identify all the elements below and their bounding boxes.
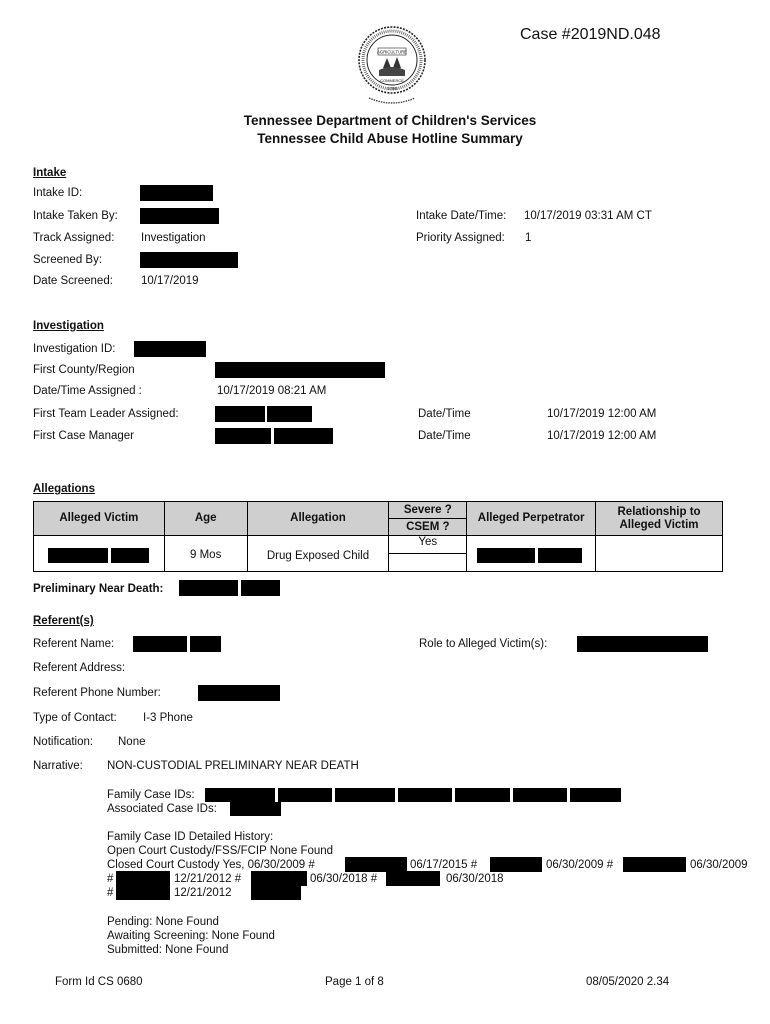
- awaiting-screening-status: Awaiting Screening: None Found: [107, 930, 275, 942]
- header-severe: Severe ?: [389, 502, 467, 519]
- cell-alleged-victim: [34, 536, 165, 572]
- redaction-family-case-id-5: [455, 788, 510, 802]
- redaction-closed-case-8: [251, 885, 301, 900]
- type-of-contact-label: Type of Contact:: [33, 712, 117, 724]
- redaction-referent-last: [190, 636, 221, 652]
- datetime-assigned-value: 10/17/2019 08:21 AM: [217, 385, 327, 397]
- redaction-referent-first: [133, 636, 187, 652]
- cell-severe: Yes: [389, 536, 467, 554]
- footer-date: 08/05/2020 2.34: [586, 976, 670, 988]
- header-alleged-victim: Alleged Victim: [34, 502, 165, 536]
- team-leader-datetime-label: Date/Time: [418, 408, 471, 420]
- screened-by-label: Screened By:: [33, 254, 103, 266]
- cell-relationship: [596, 536, 723, 572]
- cell-csem: [389, 554, 467, 572]
- investigation-heading: Investigation: [33, 320, 104, 332]
- redaction-associated-case-id: [230, 802, 281, 816]
- redaction-case-manager-first: [215, 428, 271, 444]
- redaction-closed-case-1: [345, 857, 407, 872]
- intake-id-label: Intake ID:: [33, 187, 83, 199]
- cell-alleged-perpetrator: [467, 536, 596, 572]
- investigation-id-label: Investigation ID:: [33, 343, 116, 355]
- notification-label: Notification:: [33, 736, 94, 748]
- redaction-victim-last: [111, 548, 149, 563]
- allegations-table: [33, 501, 723, 572]
- redaction-closed-case-7: [116, 885, 170, 900]
- header-alleged-perpetrator: Alleged Perpetrator: [467, 502, 596, 536]
- redaction-first-county: [215, 362, 385, 378]
- type-of-contact-value: I-3 Phone: [143, 712, 193, 724]
- priority-assigned-value: 1: [525, 232, 532, 244]
- closed-line2-hash: #: [107, 873, 114, 885]
- role-to-victim-label: Role to Alleged Victim(s):: [419, 638, 548, 650]
- redaction-investigation-id: [134, 341, 206, 357]
- redaction-perpetrator-first: [477, 548, 535, 563]
- open-court-custody: Open Court Custody/FSS/FCIP None Found: [107, 845, 334, 857]
- near-death-label: Preliminary Near Death:: [33, 583, 164, 595]
- header-relationship: Relationship to Alleged Victim: [596, 502, 723, 536]
- redaction-family-case-id-4: [398, 788, 452, 802]
- redaction-intake-id: [140, 185, 213, 201]
- submitted-status: Submitted: None Found: [107, 944, 229, 956]
- referent-address-label: Referent Address:: [33, 662, 126, 674]
- header-allegation: Allegation: [247, 502, 389, 536]
- redaction-family-case-id-7: [570, 788, 621, 802]
- case-manager-label: First Case Manager: [33, 430, 134, 442]
- referent-name-label: Referent Name:: [33, 638, 115, 650]
- team-leader-datetime-value: 10/17/2019 12:00 AM: [547, 408, 657, 420]
- tennessee-state-seal: [357, 24, 427, 110]
- redaction-perpetrator-last: [538, 548, 582, 563]
- notification-value: None: [118, 736, 146, 748]
- redaction-near-death-2: [241, 580, 280, 596]
- redaction-intake-taken-by: [140, 208, 219, 224]
- redaction-screened-by: [140, 252, 238, 268]
- title-line-2: Tennessee Child Abuse Hotline Summary: [257, 131, 523, 146]
- footer-page-number: Page 1 of 8: [325, 976, 384, 988]
- seal-year-text: 1796: [387, 86, 397, 91]
- header-age: Age: [164, 502, 247, 536]
- redaction-family-case-id-6: [513, 788, 567, 802]
- redaction-family-case-id-3: [335, 788, 395, 802]
- cell-allegation: Drug Exposed Child: [247, 536, 389, 572]
- associated-case-ids-label: Associated Case IDs:: [107, 803, 217, 815]
- redaction-referent-phone: [198, 685, 280, 701]
- redaction-closed-case-6: [386, 871, 440, 886]
- redaction-family-case-id-1: [205, 788, 275, 802]
- redaction-closed-case-2: [490, 857, 542, 872]
- priority-assigned-label: Priority Assigned:: [416, 232, 505, 244]
- intake-taken-by-label: Intake Taken By:: [33, 210, 118, 222]
- closed-line1-date-4: 06/30/2009: [690, 859, 748, 871]
- closed-court-custody-label: Closed Court Custody Yes, 06/30/2009 #: [107, 859, 315, 871]
- narrative-label: Narrative:: [33, 760, 83, 772]
- closed-line2-date-1: 12/21/2012 #: [174, 873, 242, 885]
- redaction-family-case-id-2: [278, 788, 332, 802]
- redaction-closed-case-4: [116, 871, 170, 886]
- family-case-ids-label: Family Case IDs:: [107, 789, 195, 801]
- date-screened-label: Date Screened:: [33, 275, 113, 287]
- closed-line2-date-3: 06/30/2018: [446, 873, 504, 885]
- redaction-role-to-victim: [577, 636, 708, 652]
- referent-phone-label: Referent Phone Number:: [33, 687, 161, 699]
- case-manager-datetime-value: 10/17/2019 12:00 AM: [547, 430, 657, 442]
- redaction-closed-case-3: [623, 857, 686, 872]
- pending-status: Pending: None Found: [107, 916, 219, 928]
- redaction-team-leader-first: [215, 406, 265, 422]
- datetime-assigned-label: Date/Time Assigned :: [33, 385, 142, 397]
- redaction-near-death-1: [179, 580, 238, 596]
- allegations-heading: Allegations: [33, 483, 95, 495]
- cell-age: 9 Mos: [164, 536, 247, 572]
- intake-heading: Intake: [33, 167, 67, 179]
- date-screened-value: 10/17/2019: [141, 275, 199, 287]
- closed-line1-date-2: 06/17/2015 #: [410, 859, 478, 871]
- track-assigned-label: Track Assigned:: [33, 232, 115, 244]
- intake-datetime-label: Intake Date/Time:: [416, 210, 507, 222]
- seal-commerce-text: COMMERCE: [380, 78, 404, 83]
- redaction-case-manager-last: [274, 428, 333, 444]
- closed-line1-date-3: 06/30/2009 #: [546, 859, 614, 871]
- case-manager-datetime-label: Date/Time: [418, 430, 471, 442]
- table-row: [34, 536, 723, 554]
- closed-line3-date-1: 12/21/2012: [174, 887, 232, 899]
- redaction-victim-first: [48, 548, 108, 563]
- closed-line3-hash: #: [107, 887, 114, 899]
- title-line-1: Tennessee Department of Children's Services: [243, 113, 537, 128]
- header-csem: CSEM ?: [389, 519, 467, 536]
- redaction-closed-case-5: [251, 871, 307, 886]
- narrative-value: NON-CUSTODIAL PRELIMINARY NEAR DEATH: [107, 760, 359, 772]
- history-heading: Family Case ID Detailed History:: [107, 831, 274, 843]
- redaction-team-leader-last: [267, 406, 312, 422]
- team-leader-label: First Team Leader Assigned:: [33, 408, 179, 420]
- track-assigned-value: Investigation: [141, 232, 206, 244]
- first-county-label: First County/Region: [33, 364, 135, 376]
- referents-heading: Referent(s): [33, 615, 94, 627]
- intake-datetime-value: 10/17/2019 03:31 AM CT: [524, 210, 652, 222]
- closed-line2-date-2: 06/30/2018 #: [310, 873, 378, 885]
- footer-form-id: Form Id CS 0680: [55, 976, 143, 988]
- case-number: Case #2019ND.048: [520, 26, 661, 43]
- seal-agriculture-text: AGRICULTURE: [377, 49, 407, 55]
